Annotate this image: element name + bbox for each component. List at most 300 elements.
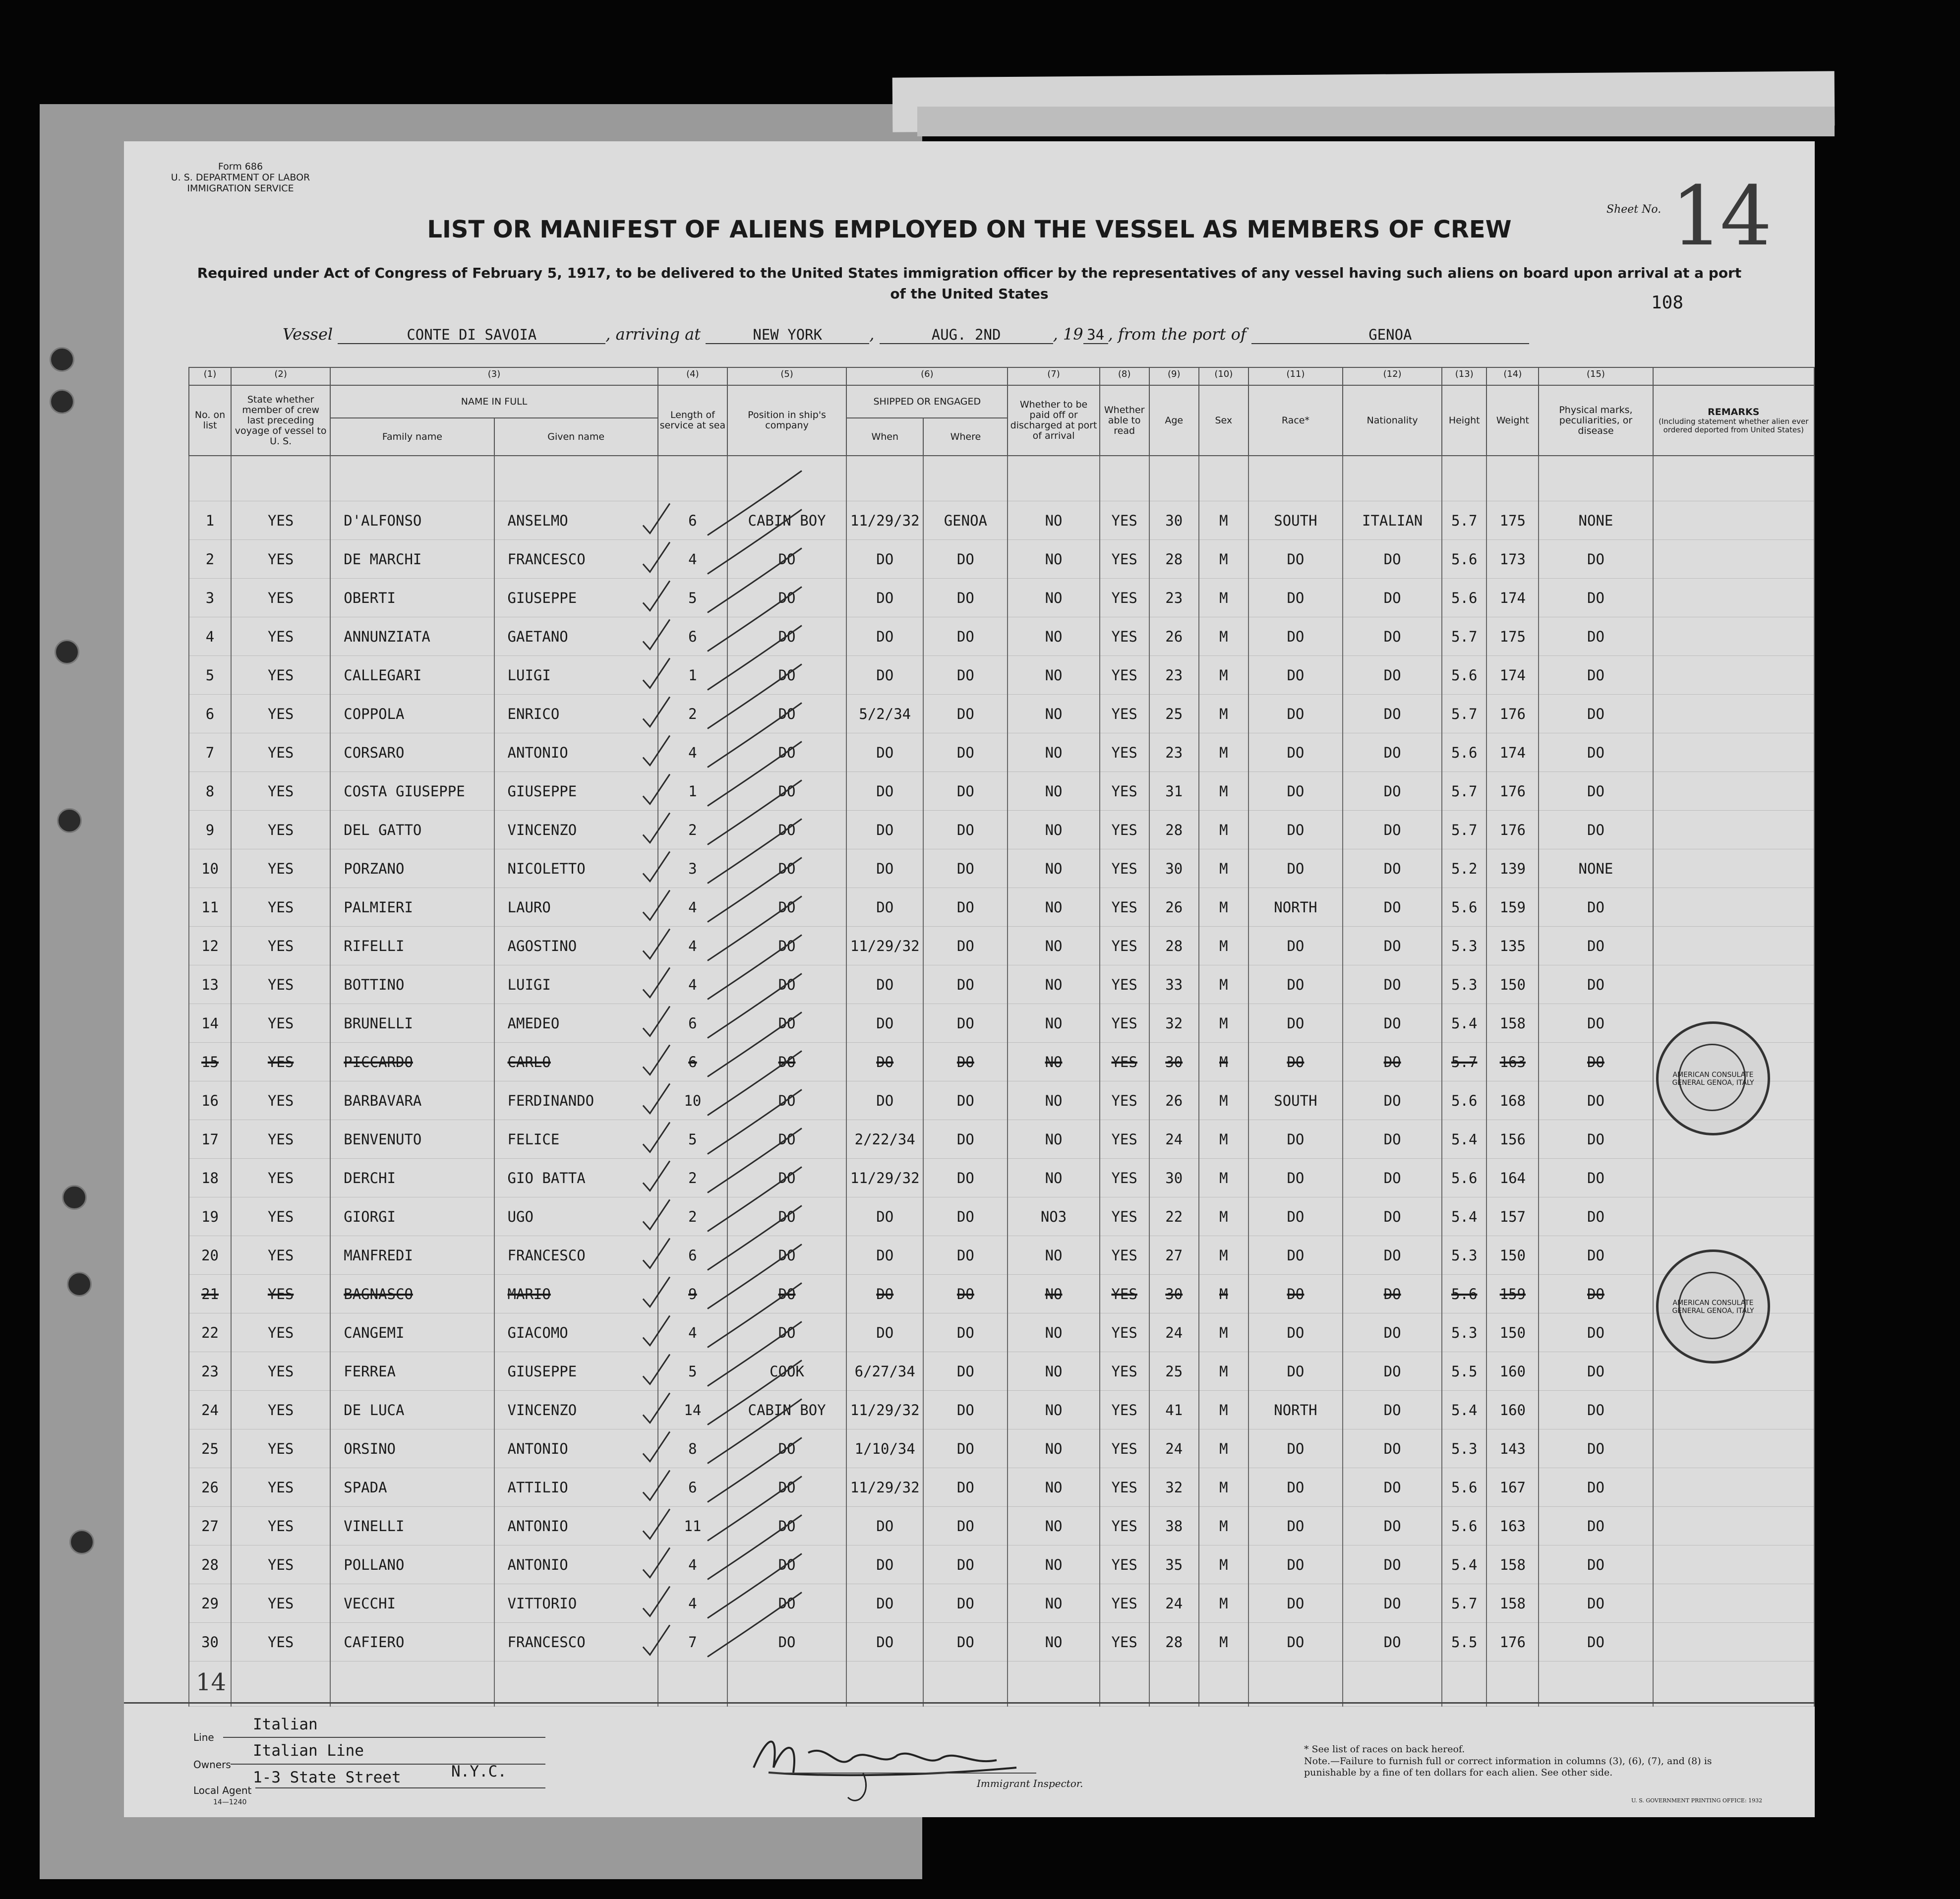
prev-voyage: YES [231, 733, 330, 772]
age: 26 [1149, 617, 1199, 656]
prev-voyage: YES [231, 695, 330, 733]
family-name: CORSARO [330, 733, 494, 772]
nationality: DO [1343, 1159, 1442, 1197]
row-number: 5 [189, 656, 231, 695]
age: 24 [1149, 1120, 1199, 1159]
header-race: Race* [1248, 385, 1343, 456]
paid-off: NO [1008, 1043, 1099, 1081]
line-label: Line [193, 1731, 214, 1743]
remarks [1653, 965, 1814, 1004]
blank-cell [1008, 1662, 1099, 1707]
race: DO [1248, 695, 1343, 733]
row-number: 23 [189, 1352, 231, 1391]
physical-marks: DO [1539, 1004, 1653, 1043]
age: 32 [1149, 1004, 1199, 1043]
length-of-service: 1 [658, 772, 727, 811]
shipped-where: DO [923, 811, 1008, 849]
sex: M [1199, 1391, 1248, 1429]
height: 5.7 [1442, 695, 1486, 733]
age: 30 [1149, 1043, 1199, 1081]
sex: M [1199, 1313, 1248, 1352]
physical-marks: DO [1539, 772, 1653, 811]
remarks-note: (Including statement whether alien ever ordered deported from United States) [1659, 416, 1809, 434]
prev-voyage: YES [231, 501, 330, 540]
nationality: DO [1343, 927, 1442, 965]
prev-voyage: YES [231, 965, 330, 1004]
shipped-where: DO [923, 1584, 1008, 1623]
shipped-where: DO [923, 772, 1008, 811]
height: 5.3 [1442, 1429, 1486, 1468]
table-row [189, 1159, 1814, 1197]
height: 5.5 [1442, 1623, 1486, 1662]
physical-marks: NONE [1539, 501, 1653, 540]
paid-off: NO [1008, 695, 1099, 733]
sheet-number: 14 [1671, 169, 1769, 264]
binder-hole [55, 640, 79, 664]
able-to-read: YES [1100, 1236, 1149, 1275]
table-row [189, 1429, 1814, 1468]
col-num: (11) [1248, 367, 1343, 385]
physical-marks: DO [1539, 965, 1653, 1004]
physical-marks: DO [1539, 1275, 1653, 1313]
family-name: CANGEMI [330, 1313, 494, 1352]
physical-marks: DO [1539, 1352, 1653, 1391]
header-shipped-or-engaged: SHIPPED OR ENGAGED [846, 385, 1008, 418]
paid-off: NO [1008, 1236, 1099, 1275]
race: DO [1248, 849, 1343, 888]
sex: M [1199, 540, 1248, 579]
physical-marks: DO [1539, 1545, 1653, 1584]
shipped-when: DO [846, 656, 923, 695]
position: DO [727, 695, 846, 733]
age: 26 [1149, 1081, 1199, 1120]
family-name: DE MARCHI [330, 540, 494, 579]
family-name: DERCHI [330, 1159, 494, 1197]
given-name: LUIGI [494, 965, 658, 1004]
able-to-read: YES [1100, 1081, 1149, 1120]
row-number: 8 [189, 772, 231, 811]
race: DO [1248, 579, 1343, 617]
race: DO [1248, 540, 1343, 579]
shipped-where: DO [923, 1197, 1008, 1236]
given-name: VINCENZO [494, 811, 658, 849]
given-name: GAETANO [494, 617, 658, 656]
length-of-service: 4 [658, 733, 727, 772]
owners: Italian Line [253, 1742, 364, 1760]
page-subtitle: Required under Act of Congress of February 5, 1917, to be delivered to the United States immigration officer by the representatives of any vessel having such aliens on board upon arrival at a port of the United States [197, 265, 1742, 302]
from-port-label: , from the port of [1108, 325, 1247, 344]
sex: M [1199, 1352, 1248, 1391]
remarks [1653, 579, 1814, 617]
remarks [1653, 1623, 1814, 1662]
length-of-service: 4 [658, 1313, 727, 1352]
physical-marks: DO [1539, 927, 1653, 965]
col-num: (6) [846, 367, 1008, 385]
race: DO [1248, 1159, 1343, 1197]
weight: 158 [1486, 1004, 1539, 1043]
page-title: LIST OR MANIFEST OF ALIENS EMPLOYED ON THE VESSEL AS MEMBERS OF CREW [427, 216, 1512, 243]
remarks [1653, 1391, 1814, 1429]
service-name: IMMIGRATION SERVICE [187, 183, 294, 194]
shipped-where: DO [923, 1507, 1008, 1545]
paid-off: NO [1008, 656, 1099, 695]
binder-hole [62, 1185, 87, 1210]
height: 5.7 [1442, 617, 1486, 656]
weight: 158 [1486, 1584, 1539, 1623]
given-name: ANTONIO [494, 1507, 658, 1545]
position: DO [727, 772, 846, 811]
height: 5.6 [1442, 1275, 1486, 1313]
weight: 143 [1486, 1429, 1539, 1468]
race: DO [1248, 617, 1343, 656]
binder-hole [50, 347, 74, 372]
weight: 160 [1486, 1391, 1539, 1429]
weight: 167 [1486, 1468, 1539, 1507]
given-name: VINCENZO [494, 1391, 658, 1429]
manifest-body [189, 456, 1814, 1707]
shipped-where: DO [923, 1120, 1008, 1159]
weight: 176 [1486, 1623, 1539, 1662]
nationality: DO [1343, 849, 1442, 888]
height: 5.4 [1442, 1197, 1486, 1236]
race: SOUTH [1248, 1081, 1343, 1120]
shipped-when: DO [846, 1197, 923, 1236]
position: DO [727, 927, 846, 965]
remarks [1653, 811, 1814, 849]
remarks-title: REMARKS [1708, 406, 1760, 417]
arrival-port: NEW YORK [706, 326, 869, 344]
shipped-when: DO [846, 888, 923, 927]
row-number: 9 [189, 811, 231, 849]
underlying-sheet-top-2 [917, 107, 1835, 136]
given-name: NICOLETTO [494, 849, 658, 888]
able-to-read: YES [1100, 888, 1149, 927]
given-name: UGO [494, 1197, 658, 1236]
paid-off: NO [1008, 1004, 1099, 1043]
shipped-when: DO [846, 1623, 923, 1662]
physical-marks: DO [1539, 656, 1653, 695]
weight: 176 [1486, 811, 1539, 849]
col-num: (10) [1199, 367, 1248, 385]
age: 24 [1149, 1584, 1199, 1623]
col-num: (1) [189, 367, 231, 385]
age: 31 [1149, 772, 1199, 811]
vessel-name: CONTE DI SAVOIA [338, 326, 605, 344]
family-name: GIORGI [330, 1197, 494, 1236]
row-number: 15 [189, 1043, 231, 1081]
race: DO [1248, 1584, 1343, 1623]
col-num: (2) [231, 367, 330, 385]
weight: 159 [1486, 888, 1539, 927]
header-remarks [1653, 385, 1814, 456]
table-row [189, 965, 1814, 1004]
physical-marks: DO [1539, 579, 1653, 617]
race: DO [1248, 1197, 1343, 1236]
sex: M [1199, 1159, 1248, 1197]
sex: M [1199, 772, 1248, 811]
shipped-where: DO [923, 1352, 1008, 1391]
nationality: DO [1343, 656, 1442, 695]
length-of-service: 4 [658, 888, 727, 927]
physical-marks: NONE [1539, 849, 1653, 888]
prev-voyage: YES [231, 811, 330, 849]
race: DO [1248, 772, 1343, 811]
position: DO [727, 1545, 846, 1584]
prev-voyage: YES [231, 927, 330, 965]
blank-cell [1653, 1662, 1814, 1707]
header-age: Age [1149, 385, 1199, 456]
steamship-line: Italian [253, 1716, 318, 1733]
shipped-where: GENOA [923, 501, 1008, 540]
family-name: CALLEGARI [330, 656, 494, 695]
shipped-where: DO [923, 1623, 1008, 1662]
header-given-name: Given name [494, 418, 658, 456]
family-name: PICCARDO [330, 1043, 494, 1081]
prev-voyage: YES [231, 540, 330, 579]
shipped-where: DO [923, 888, 1008, 927]
sex: M [1199, 617, 1248, 656]
margin-note: 14 [196, 1668, 227, 1696]
nationality: DO [1343, 1623, 1442, 1662]
height: 5.7 [1442, 1043, 1486, 1081]
able-to-read: YES [1100, 811, 1149, 849]
prev-voyage: YES [231, 579, 330, 617]
sex: M [1199, 1081, 1248, 1120]
family-name: VINELLI [330, 1507, 494, 1545]
nationality: DO [1343, 1584, 1442, 1623]
row-number: 19 [189, 1197, 231, 1236]
age: 30 [1149, 501, 1199, 540]
weight: 174 [1486, 733, 1539, 772]
row-number: 26 [189, 1468, 231, 1507]
family-name: BARBAVARA [330, 1081, 494, 1120]
given-name: GIUSEPPE [494, 1352, 658, 1391]
length-of-service: 2 [658, 1197, 727, 1236]
paid-off: NO [1008, 501, 1099, 540]
height: 5.3 [1442, 1236, 1486, 1275]
blank-cell [727, 1662, 846, 1707]
given-name: ANTONIO [494, 1429, 658, 1468]
age: 32 [1149, 1468, 1199, 1507]
age: 35 [1149, 1545, 1199, 1584]
age: 30 [1149, 1275, 1199, 1313]
length-of-service: 6 [658, 1043, 727, 1081]
given-name: GIACOMO [494, 1313, 658, 1352]
nationality: DO [1343, 1236, 1442, 1275]
weight: 158 [1486, 1545, 1539, 1584]
prev-voyage: YES [231, 1197, 330, 1236]
blank-cell [846, 1662, 923, 1707]
age: 23 [1149, 656, 1199, 695]
table-row [189, 1507, 1814, 1545]
race: DO [1248, 1352, 1343, 1391]
prev-voyage: YES [231, 656, 330, 695]
remarks [1653, 656, 1814, 695]
physical-marks: DO [1539, 1507, 1653, 1545]
prev-voyage: YES [231, 1507, 330, 1545]
able-to-read: YES [1100, 1584, 1149, 1623]
paid-off: NO [1008, 1120, 1099, 1159]
shipped-where: DO [923, 1313, 1008, 1352]
remarks [1653, 1468, 1814, 1507]
table-row [189, 540, 1814, 579]
weight: 174 [1486, 579, 1539, 617]
able-to-read: YES [1100, 1313, 1149, 1352]
height: 5.2 [1442, 849, 1486, 888]
position: DO [727, 1004, 846, 1043]
blank-cell [1199, 1662, 1248, 1707]
table-row [189, 811, 1814, 849]
header-weight: Weight [1486, 385, 1539, 456]
sex: M [1199, 849, 1248, 888]
row-number: 24 [189, 1391, 231, 1429]
race: DO [1248, 811, 1343, 849]
paid-off: NO [1008, 965, 1099, 1004]
height: 5.6 [1442, 540, 1486, 579]
prev-voyage: YES [231, 1313, 330, 1352]
able-to-read: YES [1100, 1004, 1149, 1043]
col-num: (3) [330, 367, 658, 385]
weight: 176 [1486, 695, 1539, 733]
sex: M [1199, 1236, 1248, 1275]
age: 38 [1149, 1507, 1199, 1545]
page-number: 108 [1651, 293, 1684, 313]
given-name: ATTILIO [494, 1468, 658, 1507]
given-name: ANSELMO [494, 501, 658, 540]
shipped-when: DO [846, 1081, 923, 1120]
family-name: BAGNASCO [330, 1275, 494, 1313]
length-of-service: 9 [658, 1275, 727, 1313]
agent-city: N.Y.C. [451, 1763, 507, 1780]
shipped-where: DO [923, 579, 1008, 617]
paid-off: NO [1008, 1313, 1099, 1352]
row-number: 4 [189, 617, 231, 656]
length-of-service: 8 [658, 1429, 727, 1468]
length-of-service: 2 [658, 695, 727, 733]
sex: M [1199, 965, 1248, 1004]
shipped-when: DO [846, 849, 923, 888]
header-position: Position in ship's company [727, 385, 846, 456]
able-to-read: YES [1100, 656, 1149, 695]
physical-marks: DO [1539, 888, 1653, 927]
length-of-service: 10 [658, 1081, 727, 1120]
sex: M [1199, 927, 1248, 965]
blank-cell [1442, 1662, 1486, 1707]
family-name: COSTA GIUSEPPE [330, 772, 494, 811]
remarks [1653, 617, 1814, 656]
sex: M [1199, 1043, 1248, 1081]
table-row [189, 1236, 1814, 1275]
race: DO [1248, 1004, 1343, 1043]
sex: M [1199, 1584, 1248, 1623]
given-name: GIO BATTA [494, 1159, 658, 1197]
table-row [189, 579, 1814, 617]
physical-marks: DO [1539, 1468, 1653, 1507]
weight: 164 [1486, 1159, 1539, 1197]
prev-voyage: YES [231, 1236, 330, 1275]
given-name: FERDINANDO [494, 1081, 658, 1120]
physical-marks: DO [1539, 811, 1653, 849]
paid-off: NO [1008, 1623, 1099, 1662]
local-agent: 1-3 State Street [253, 1769, 401, 1786]
table-row [189, 1352, 1814, 1391]
length-of-service: 6 [658, 617, 727, 656]
height: 5.7 [1442, 1584, 1486, 1623]
length-of-service: 6 [658, 1004, 727, 1043]
remarks [1653, 772, 1814, 811]
able-to-read: YES [1100, 1120, 1149, 1159]
col-num: (12) [1343, 367, 1442, 385]
col-num: (5) [727, 367, 846, 385]
col-num: (4) [658, 367, 727, 385]
nationality: DO [1343, 888, 1442, 927]
binder-hole [57, 808, 82, 833]
height: 5.7 [1442, 501, 1486, 540]
given-name: VITTORIO [494, 1584, 658, 1623]
given-name: ANTONIO [494, 1545, 658, 1584]
length-of-service: 4 [658, 1584, 727, 1623]
prev-voyage: YES [231, 772, 330, 811]
table-row [189, 1081, 1814, 1120]
year-prefix: , 19 [1053, 325, 1083, 344]
inspector-signature [739, 1713, 1036, 1812]
row-number: 2 [189, 540, 231, 579]
able-to-read: YES [1100, 965, 1149, 1004]
weight: 174 [1486, 656, 1539, 695]
able-to-read: YES [1100, 927, 1149, 965]
height: 5.7 [1442, 772, 1486, 811]
family-name: OBERTI [330, 579, 494, 617]
family-name: DE LUCA [330, 1391, 494, 1429]
given-name: ANTONIO [494, 733, 658, 772]
departure-port: GENOA [1251, 326, 1529, 344]
shipped-where: DO [923, 656, 1008, 695]
nationality: DO [1343, 1352, 1442, 1391]
row-number: 17 [189, 1120, 231, 1159]
length-of-service: 3 [658, 849, 727, 888]
row-number: 28 [189, 1545, 231, 1584]
shipped-when: DO [846, 540, 923, 579]
form-identifier [124, 161, 357, 194]
header-family-name: Family name [330, 418, 494, 456]
length-of-service: 6 [658, 1236, 727, 1275]
able-to-read: YES [1100, 849, 1149, 888]
paid-off: NO3 [1008, 1197, 1099, 1236]
position: DO [727, 1236, 846, 1275]
paid-off: NO [1008, 540, 1099, 579]
height: 5.6 [1442, 1507, 1486, 1545]
remarks [1653, 1197, 1814, 1236]
shipped-when: 11/29/32 [846, 1159, 923, 1197]
binder-hole [50, 389, 74, 414]
race: DO [1248, 1120, 1343, 1159]
height: 5.6 [1442, 656, 1486, 695]
nationality: DO [1343, 1545, 1442, 1584]
nationality: DO [1343, 1391, 1442, 1429]
nationality: DO [1343, 1120, 1442, 1159]
position: DO [727, 811, 846, 849]
race: DO [1248, 965, 1343, 1004]
agent-underline [255, 1787, 545, 1788]
position: DO [727, 849, 846, 888]
paid-off: NO [1008, 1391, 1099, 1429]
shipped-when: DO [846, 1584, 923, 1623]
nationality: DO [1343, 540, 1442, 579]
able-to-read: YES [1100, 1197, 1149, 1236]
height: 5.7 [1442, 811, 1486, 849]
table-row [189, 1584, 1814, 1623]
blank-cell [658, 1662, 727, 1707]
